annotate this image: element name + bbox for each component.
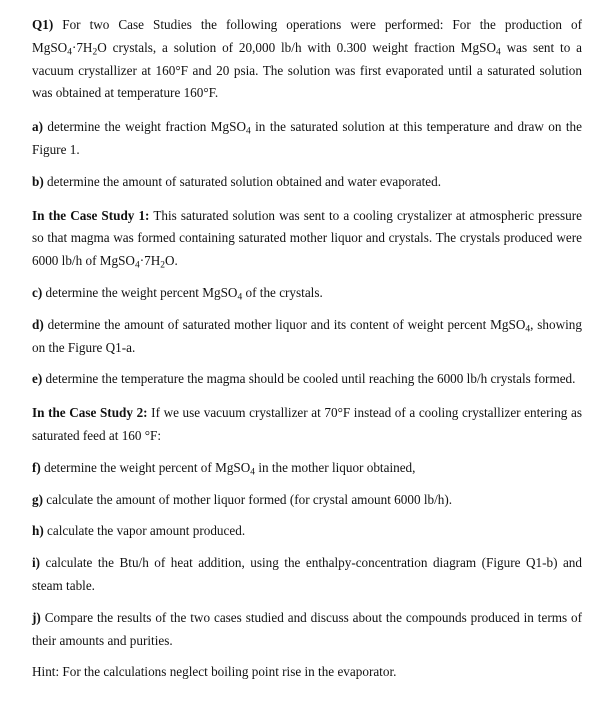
item-c-text-a: determine the weight percent MgSO <box>42 284 238 300</box>
item-e <box>32 368 582 391</box>
question-document <box>32 14 582 695</box>
item-f-text-b: in the mother liquor obtained, <box>255 459 416 475</box>
item-i-letter: i) <box>32 555 41 571</box>
hydrate-dot: ·7H <box>71 39 93 55</box>
item-b-text: determine the amount of saturated solution obtained and water evaporated. <box>43 173 442 189</box>
q1-intro-text-c: was sent to a vacuum crystallizer at 160°F and 20 psia. The solution was first evaporated until a saturated solution was obtained at temperature 160°F. <box>32 39 582 101</box>
item-a-letter: a) <box>32 119 43 135</box>
item-d-text-a: determine the amount of saturated mother liquor and its content of weight percent MgSO <box>43 316 526 332</box>
hydrate-dot: ·7H <box>139 253 161 269</box>
subscript-4: 4 <box>525 324 531 335</box>
case-study-1-heading: In the Case Study 1: <box>32 207 150 223</box>
case-study-2-text: If we use vacuum crystallizer at 70°F instead of a cooling crystallizer entering as saturated feed at 160 °F: <box>32 405 582 443</box>
item-i-text: calculate the Btu/h of heat addition, using the enthalpy-concentration diagram (Figure Q1-b) and steam table. <box>32 555 582 593</box>
item-c-text-b: of the crystals. <box>242 284 323 300</box>
item-j-letter: j) <box>32 609 41 625</box>
q1-intro-text-b: crystals, a solution of 20,000 lb/h with 0.300 weight fraction MgSO <box>106 39 496 55</box>
item-f-text-a: determine the weight percent of MgSO <box>40 459 251 475</box>
case-study-1 <box>32 205 582 273</box>
item-a <box>32 116 582 162</box>
subscript-2: 2 <box>92 47 98 58</box>
subscript-4: 4 <box>134 260 140 271</box>
item-d-text-b: , showing on the Figure Q1-a. <box>32 316 582 355</box>
item-c <box>32 282 582 305</box>
q1-intro-text-a: For two Case Studies the following operations were performed: For the production of <box>53 17 582 32</box>
case-study-2-heading: In the Case Study 2: <box>32 405 148 421</box>
item-a-text-a: determine the weight fraction MgSO <box>43 119 246 135</box>
case-study-1-end: . <box>174 253 178 269</box>
item-c-letter: c) <box>32 284 43 300</box>
item-h <box>32 520 582 543</box>
q1-intro <box>32 14 582 105</box>
q1-label: Q1) <box>32 17 54 32</box>
formula-mgso4: MgSO <box>32 39 68 55</box>
subscript-4: 4 <box>237 292 243 303</box>
hydrate-o: O <box>164 253 175 269</box>
item-a-text-b: in the saturated solution at this temperature and draw on the Figure 1. <box>32 119 582 157</box>
item-h-letter: h) <box>32 523 44 539</box>
subscript-4: 4 <box>245 126 251 137</box>
subscript-4: 4 <box>250 467 256 478</box>
item-j-text: Compare the results of the two cases studied and discuss about the compounds produced in terms of their amounts and purities. <box>32 609 582 648</box>
item-e-letter: e) <box>32 371 43 387</box>
item-g-letter: g) <box>32 491 43 507</box>
item-e-text: determine the temperature the magma should be cooled until reaching the 6000 lb/h crystals formed. <box>42 371 576 387</box>
subscript-2: 2 <box>160 260 165 271</box>
item-d <box>32 314 582 360</box>
item-j <box>32 607 582 653</box>
item-b-letter: b) <box>32 173 44 189</box>
item-i <box>32 552 582 598</box>
hydrate-o: O <box>97 39 107 55</box>
subscript-4: 4 <box>495 47 501 58</box>
subscript-4: 4 <box>67 47 72 58</box>
hint: Hint: For the calculations neglect boiling point rise in the evaporator. <box>32 664 397 680</box>
item-b <box>32 171 582 194</box>
item-f-letter: f) <box>32 459 41 475</box>
case-study-1-text: This saturated solution was sent to a cooling crystalizer at atmospheric pressure so that magma was formed containing saturated mother liquor and crystals. The crystals produced were 6000 lb/h of MgSO <box>32 207 583 269</box>
item-d-letter: d) <box>32 316 44 332</box>
item-g-text: calculate the amount of mother liquor formed (for crystal amount 6000 lb/h). <box>43 491 453 507</box>
item-g <box>32 489 582 512</box>
item-h-text: calculate the vapor amount produced. <box>43 523 246 539</box>
case-study-2 <box>32 402 582 448</box>
item-f <box>32 457 582 480</box>
